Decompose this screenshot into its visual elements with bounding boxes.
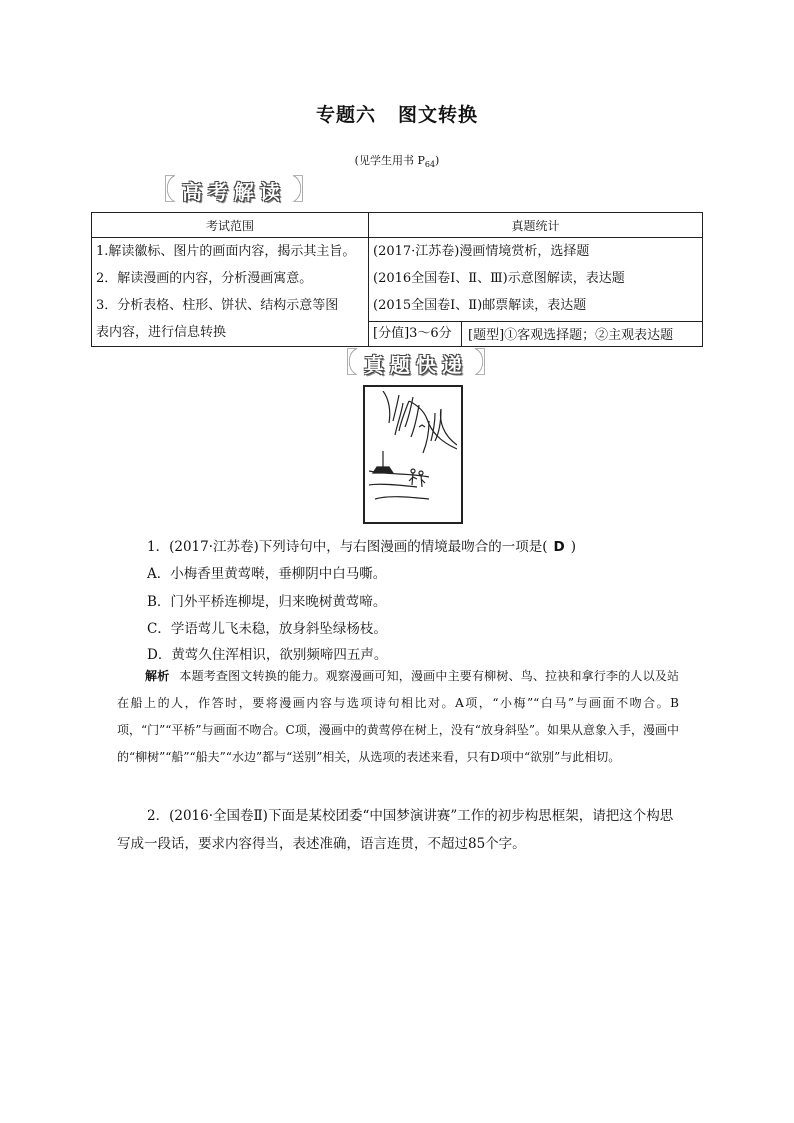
question-type: [题型]①客观选择题；②主观表达题 [468,328,674,344]
stem-close: ) [570,539,577,555]
answer-letter: D [553,539,565,555]
question-1-stem [147,535,576,555]
option-d: D．黄莺久住浑相识，欲别频啼四五声。 [147,647,388,663]
cartoon-illustration [363,385,463,524]
question-2: 2．(2016·全国卷Ⅱ)下面是某校团委“中国梦演讲赛”工作的初步构思框架，请把这个构思写成一段话，要求内容得当，表述准确，语言连贯，不超过85个字。 [117,808,674,852]
ref-page: 64 [424,160,436,170]
stats-cell [369,238,703,322]
score-type-cell [369,321,703,346]
ref-close: ) [435,154,440,167]
stats-line: (2015全国卷Ⅰ、Ⅱ)邮票解读，表达题 [373,298,587,313]
stats-line: (2017·江苏卷)漫画情境赏析，选择题 [373,244,590,259]
explanation-text: 本题考查图文转换的能力。观察漫画可知，漫画中主要有柳树、鸟、拉袂和拿行李的人以及站在船上的人，作答时，要将漫画内容与选项诗句相比对。A项，“小梅”“白马”与画面不吻合。B项，“门”“平桥”与画面不吻合。C项，漫画中的黄莺停在树上，没有“放身斜坠”。如果从意象入手，漫画中的“柳树”“船”“船夫”“水边”都与“送别”相关，从选项的表述来看，只有D项中“欲别”与此相切。 [117,669,679,764]
title-part1: 专题六 [315,104,376,126]
book-reference [0,152,794,169]
banner-label: 真题快递 [364,352,469,377]
bracket-left-icon: 〖 [330,346,359,379]
scope-cell [92,238,369,347]
stem-text: 1．(2017·江苏卷)下列诗句中，与右图漫画的情境最吻合的一项是( [147,539,548,555]
bracket-right-icon: 〗 [474,346,503,379]
page-title [0,100,794,127]
title-part2: 图文转换 [398,104,479,126]
option-a: A．小梅香里黄莺啭，垂柳阴中白马嘶。 [147,566,387,582]
col-header-stats: 真题统计 [369,213,703,238]
explanation-label: 解析 [145,669,170,683]
scope-line: 2．解读漫画的内容，分析漫画寓意。 [96,271,313,286]
scope-line: 3．分析表格、柱形、饼状、结构示意等图 [96,298,339,313]
scope-line: 1.解读徽标、图片的画面内容，揭示其主旨。 [96,244,356,259]
bracket-right-icon: 〗 [292,173,321,206]
bracket-left-icon: 〖 [148,173,177,206]
option-c: C．学语莺儿飞未稳，放身斜坠绿杨枝。 [147,621,387,637]
scope-line: 表内容，进行信息转换 [96,325,227,340]
stats-line: (2016全国卷Ⅰ、Ⅱ、Ⅲ)示意图解读，表达题 [373,271,625,286]
score-value: [分值]3～6分 [369,322,462,346]
option-b: B．门外平桥连柳堤，归来晚树黄莺啼。 [147,594,387,610]
col-header-scope: 考试范围 [92,213,369,238]
exam-reading-banner [148,175,320,205]
banner-label: 高考解读 [182,179,287,204]
real-questions-banner [330,348,502,378]
ref-text: (见学生用书 P [354,154,425,167]
willow-farewell-icon [369,391,457,518]
explanation [117,663,679,771]
exam-table [91,212,703,347]
